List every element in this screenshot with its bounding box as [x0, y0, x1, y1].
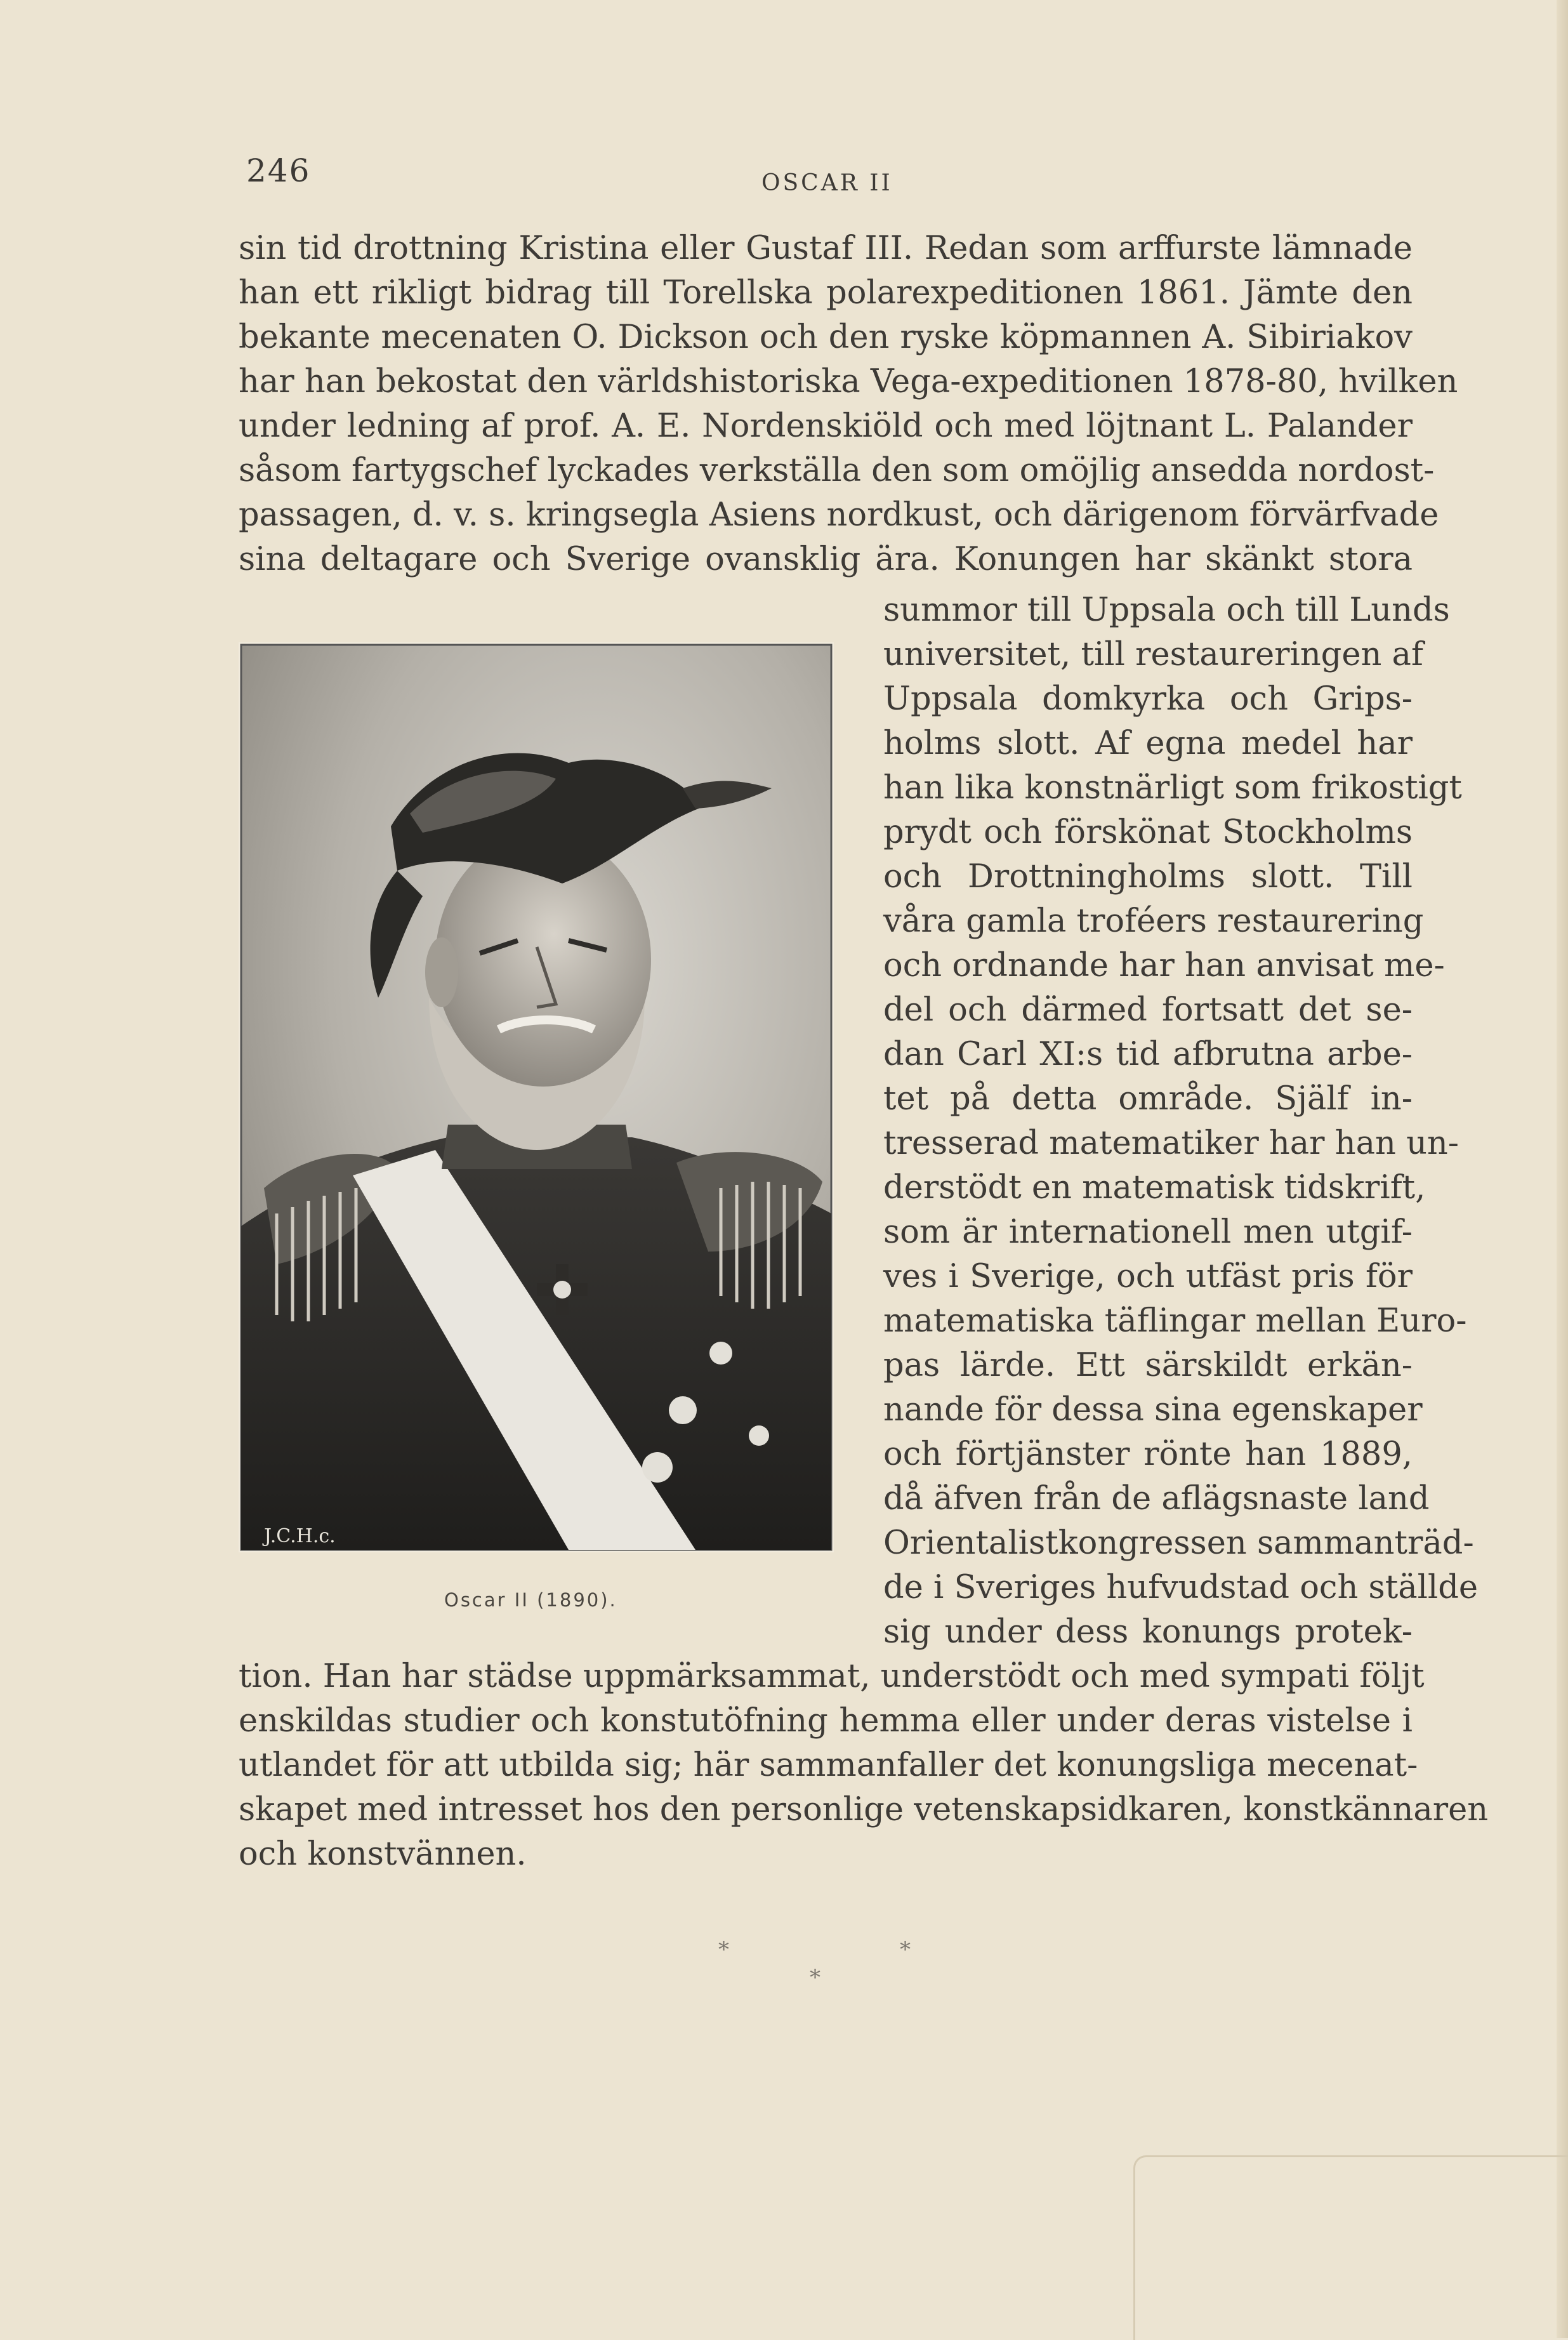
- text-line-narrow: de i Sveriges hufvudstad och ställde: [883, 1569, 1479, 1606]
- text-line-narrow: prydt och förskönat Stockholms: [883, 814, 1413, 851]
- text-line-narrow: universitet, till restaureringen af: [883, 636, 1423, 673]
- asterism-star: *: [900, 1937, 911, 1962]
- text-line: sin tid drottning Kristina eller Gustaf III. Redan som arffurste lämnade: [239, 230, 1413, 267]
- text-line-narrow: han lika konstnärligt som frikostigt: [883, 769, 1462, 807]
- text-line-narrow: dan Carl XI:s tid afbrutna arbe-: [883, 1036, 1413, 1073]
- text-line-narrow: som är internationell men utgif-: [883, 1213, 1413, 1251]
- text-line: under ledning af prof. A. E. Nordenskiöld och med löjtnant L. Palander: [239, 407, 1413, 445]
- text-line-narrow: Uppsala domkyrka och Grips-: [883, 680, 1413, 718]
- text-line-narrow: och Drottningholms slott. Till: [883, 858, 1413, 896]
- text-line-narrow: och ordnande har han anvisat me-: [883, 947, 1445, 984]
- text-line: han ett rikligt bidrag till Torellska polarexpeditionen 1861. Jämte den: [239, 274, 1413, 312]
- text-line: och konstvännen.: [239, 1835, 527, 1873]
- engraver-mark: J.C.H.c.: [264, 1525, 336, 1547]
- asterism-star: *: [718, 1937, 729, 1962]
- text-line: passagen, d. v. s. kringsegla Asiens nordkust, och därigenom förvärfvade: [239, 496, 1439, 534]
- asterism-star: *: [810, 1965, 820, 1990]
- text-line-narrow: pas lärde. Ett särskildt erkän-: [883, 1347, 1413, 1384]
- text-line-narrow: holms slott. Af egna medel har: [883, 725, 1413, 762]
- text-line: bekante mecenaten O. Dickson och den ryske köpmannen A. Sibiriakov: [239, 319, 1413, 356]
- text-line: har han bekostat den världshistoriska Vega-expeditionen 1878-80, hvilken: [239, 363, 1458, 400]
- page-edge: [1557, 0, 1568, 2338]
- text-line: skapet med intresset hos den personlige vetenskapsidkaren, konstkännaren: [239, 1791, 1489, 1828]
- running-title: OSCAR II: [761, 170, 893, 196]
- text-line-narrow: tet på detta område. Själf in-: [883, 1080, 1413, 1118]
- portrait-image: [239, 642, 834, 1552]
- text-line: enskildas studier och konstutöfning hemma eller under deras vistelse i: [239, 1702, 1413, 1740]
- text-line-narrow: våra gamla troféers restaurering: [883, 902, 1424, 940]
- text-line-narrow: summor till Uppsala och till Lunds: [883, 592, 1450, 629]
- text-line-narrow: derstödt en matematisk tidskrift,: [883, 1169, 1426, 1206]
- text-line: sina deltagare och Sverige ovansklig ära. Konungen har skänkt stora: [239, 541, 1413, 578]
- text-line-narrow: och förtjänster rönte han 1889,: [883, 1436, 1413, 1473]
- text-line-narrow: Orientalistkongressen sammanträd-: [883, 1524, 1474, 1562]
- text-line-narrow: då äfven från de aflägsnaste land: [883, 1480, 1430, 1517]
- figure-caption: Oscar II (1890).: [444, 1589, 617, 1611]
- portrait-plate: [239, 642, 834, 1552]
- text-line: såsom fartygschef lyckades verkställa den som omöjlig ansedda nordost-: [239, 452, 1435, 489]
- page-corner-mark: [1133, 2155, 1568, 2340]
- text-line: tion. Han har städse uppmärksammat, understödt och med sympati följt: [239, 1658, 1425, 1695]
- text-line-narrow: del och därmed fortsatt det se-: [883, 991, 1413, 1029]
- text-line: utlandet för att utbilda sig; här sammanfaller det konungsliga mecenat-: [239, 1747, 1418, 1784]
- text-line-narrow: matematiska täflingar mellan Euro-: [883, 1302, 1467, 1340]
- text-line-narrow: sig under dess konungs protek-: [883, 1613, 1413, 1651]
- text-line-narrow: ves i Sverige, och utfäst pris för: [883, 1258, 1413, 1295]
- page-number: 246: [246, 152, 311, 189]
- text-line-narrow: nande för dessa sina egenskaper: [883, 1391, 1423, 1429]
- text-line-narrow: tresserad matematiker har han un-: [883, 1125, 1459, 1162]
